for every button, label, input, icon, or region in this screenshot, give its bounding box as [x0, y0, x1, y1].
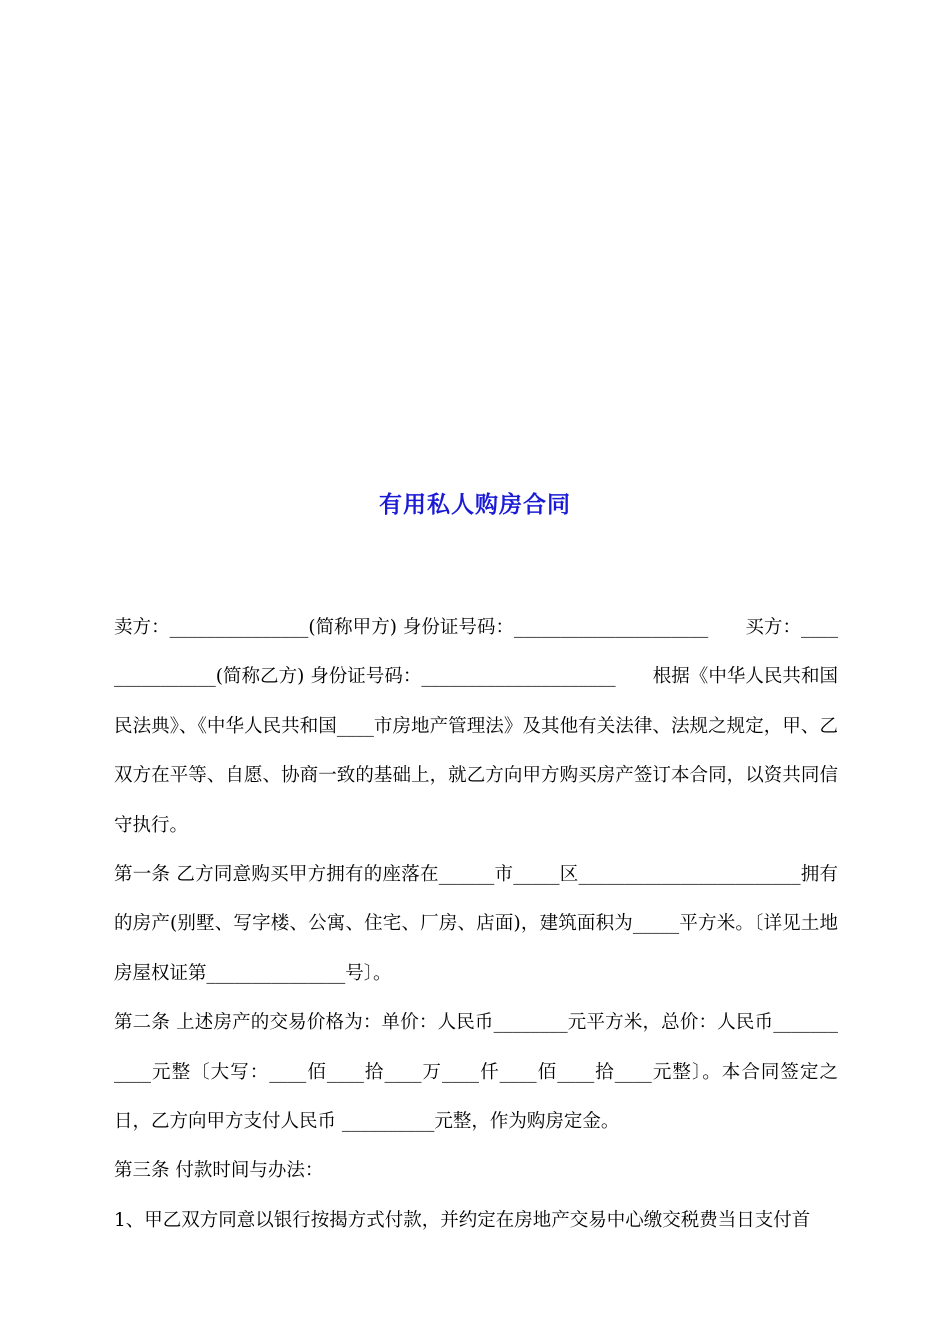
paragraph-article-3: 第三条 付款时间与办法： [114, 1160, 324, 1182]
paragraph-article-1: 第一条 乙方同意购买甲方拥有的座落在______市_____区________________________拥有的房产(别墅、写字楼、公寓、住宅、厂房、店面)，建筑面积为_____平方米。〔详见土地房屋权证第_______________号〕。 [114, 864, 838, 984]
document-title: 有用私人购房合同 [379, 492, 571, 518]
paragraph-article-2: 第二条 上述房产的交易价格为：单价：人民币________元平方米，总价：人民币___________元整〔大写：____佰____拾____万____仟____佰____拾____元整〕。本合同签定之日，乙方向甲方支付人民币 __________元整，作为购房定金。 [114, 1012, 838, 1133]
paragraph-article-3-item-1: 1、甲乙双方同意以银行按揭方式付款，并约定在房地产交易中心缴交税费当日支付首 [114, 1209, 811, 1231]
document-body [114, 603, 838, 1245]
paragraph-parties: 卖方：_______________(简称甲方) 身份证号码：_____________________ 买方：_______________(简称乙方) 身份证号码：_____________________ 根据《中华人民共和国民法典》、《中华人民共和国____市房地产管理法》及其他有关法律、法规之规定，甲、乙双方在平等、自愿、协商一致的基础上，就乙方向甲方购买房产签订本合同，以资共同信守执行。 [114, 617, 838, 836]
